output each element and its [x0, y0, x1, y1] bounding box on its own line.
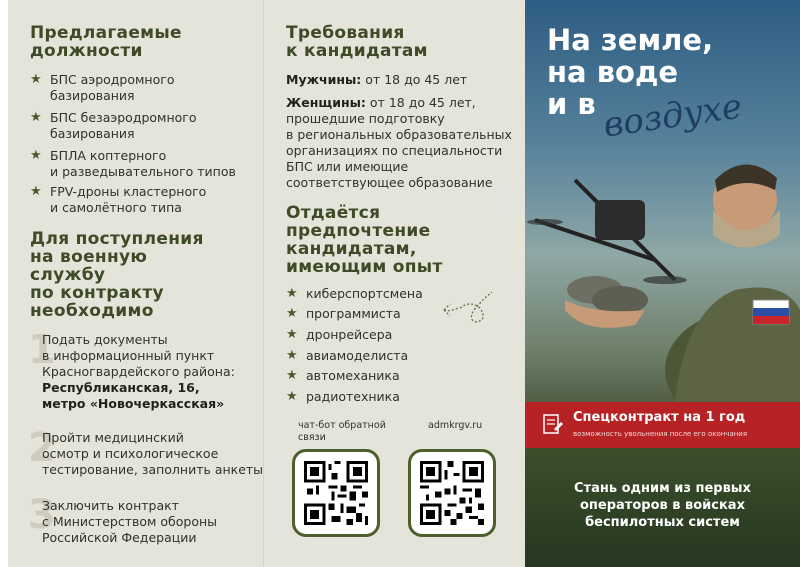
qr-code-chatbot[interactable] [292, 449, 380, 537]
positions-heading: Предлагаемые должности [30, 23, 182, 61]
qr-code-icon [420, 461, 484, 525]
preference-item: ★ авиамоделиста [286, 348, 409, 363]
star-icon: ★ [30, 72, 42, 87]
call-to-action-text: Стань одним из первых операторов в войсках беспилотных систем [574, 481, 751, 530]
preference-item: ★ дронрейсера [286, 327, 393, 342]
qr-code-icon [304, 461, 368, 525]
preference-item: ★ программиста [286, 306, 401, 321]
right-title: На земле, на воде и в [547, 23, 714, 121]
position-item: ★ БПЛА коптерного и разведывательного типов [30, 148, 236, 179]
star-icon: ★ [30, 184, 42, 199]
step-number: 3 [28, 492, 56, 538]
bottom-strip [525, 448, 800, 567]
banner-title: Спецконтракт на 1 год [573, 410, 746, 425]
star-icon: ★ [30, 110, 42, 125]
banner-subtitle: возможность увольнения после его окончания [573, 430, 748, 438]
step-number: 2 [28, 425, 56, 471]
qr1-caption: чат-бот обратной связи [298, 420, 386, 443]
star-icon: ★ [286, 389, 298, 404]
position-item: ★ FPV-дроны кластерного и самолётного типа [30, 184, 207, 215]
arrow-doodle-icon [440, 290, 500, 330]
requirements-heading: Требования к кандидатам [286, 23, 428, 61]
preference-item: ★ автомеханика [286, 368, 400, 383]
star-icon: ★ [286, 348, 298, 363]
star-icon: ★ [286, 286, 298, 301]
position-item: ★ БПС аэродромного базирования [30, 72, 175, 103]
fold-line [263, 0, 264, 567]
women-requirement: Женщины: от 18 до 45 лет, прошедшие подготовку в региональных образовательных организациях по специальности БПС или имеющие соответствующее образование [286, 95, 512, 190]
preference-heading: Отдаётся предпочтение кандидатам, имеющим опыт [286, 203, 443, 277]
men-requirement: Мужчины: от 18 до 45 лет [286, 72, 468, 87]
step-number: 1 [28, 327, 56, 373]
position-item: ★ БПС безаэродромного базирования [30, 110, 197, 141]
step-1-text: Подать документы в информационный пункт Красногвардейского района: Республиканская, 16, метро «Новочеркасская» [42, 332, 235, 411]
preference-item: ★ киберспортсмена [286, 286, 423, 301]
right-panel [525, 0, 800, 567]
star-icon: ★ [286, 306, 298, 321]
contract-heading: Для поступления на военную службу по контракту необходимо [30, 229, 204, 321]
soldier-with-drone-image [525, 140, 800, 402]
step-3-text: Заключить контракт с Министерством обороны Российской Федерации [42, 498, 218, 545]
preference-item: ★ радиотехника [286, 389, 400, 404]
star-icon: ★ [286, 327, 298, 342]
star-icon: ★ [286, 368, 298, 383]
document-icon [542, 413, 564, 437]
qr-code-website[interactable] [408, 449, 496, 537]
contract-banner [525, 402, 800, 448]
script-word: воздухе [600, 86, 745, 146]
qr2-caption: admkrgv.ru [428, 420, 483, 431]
step-2-text: Пройти медицинский осмотр и психологическое тестирование, заполнить анкеты [42, 430, 264, 477]
star-icon: ★ [30, 148, 42, 163]
